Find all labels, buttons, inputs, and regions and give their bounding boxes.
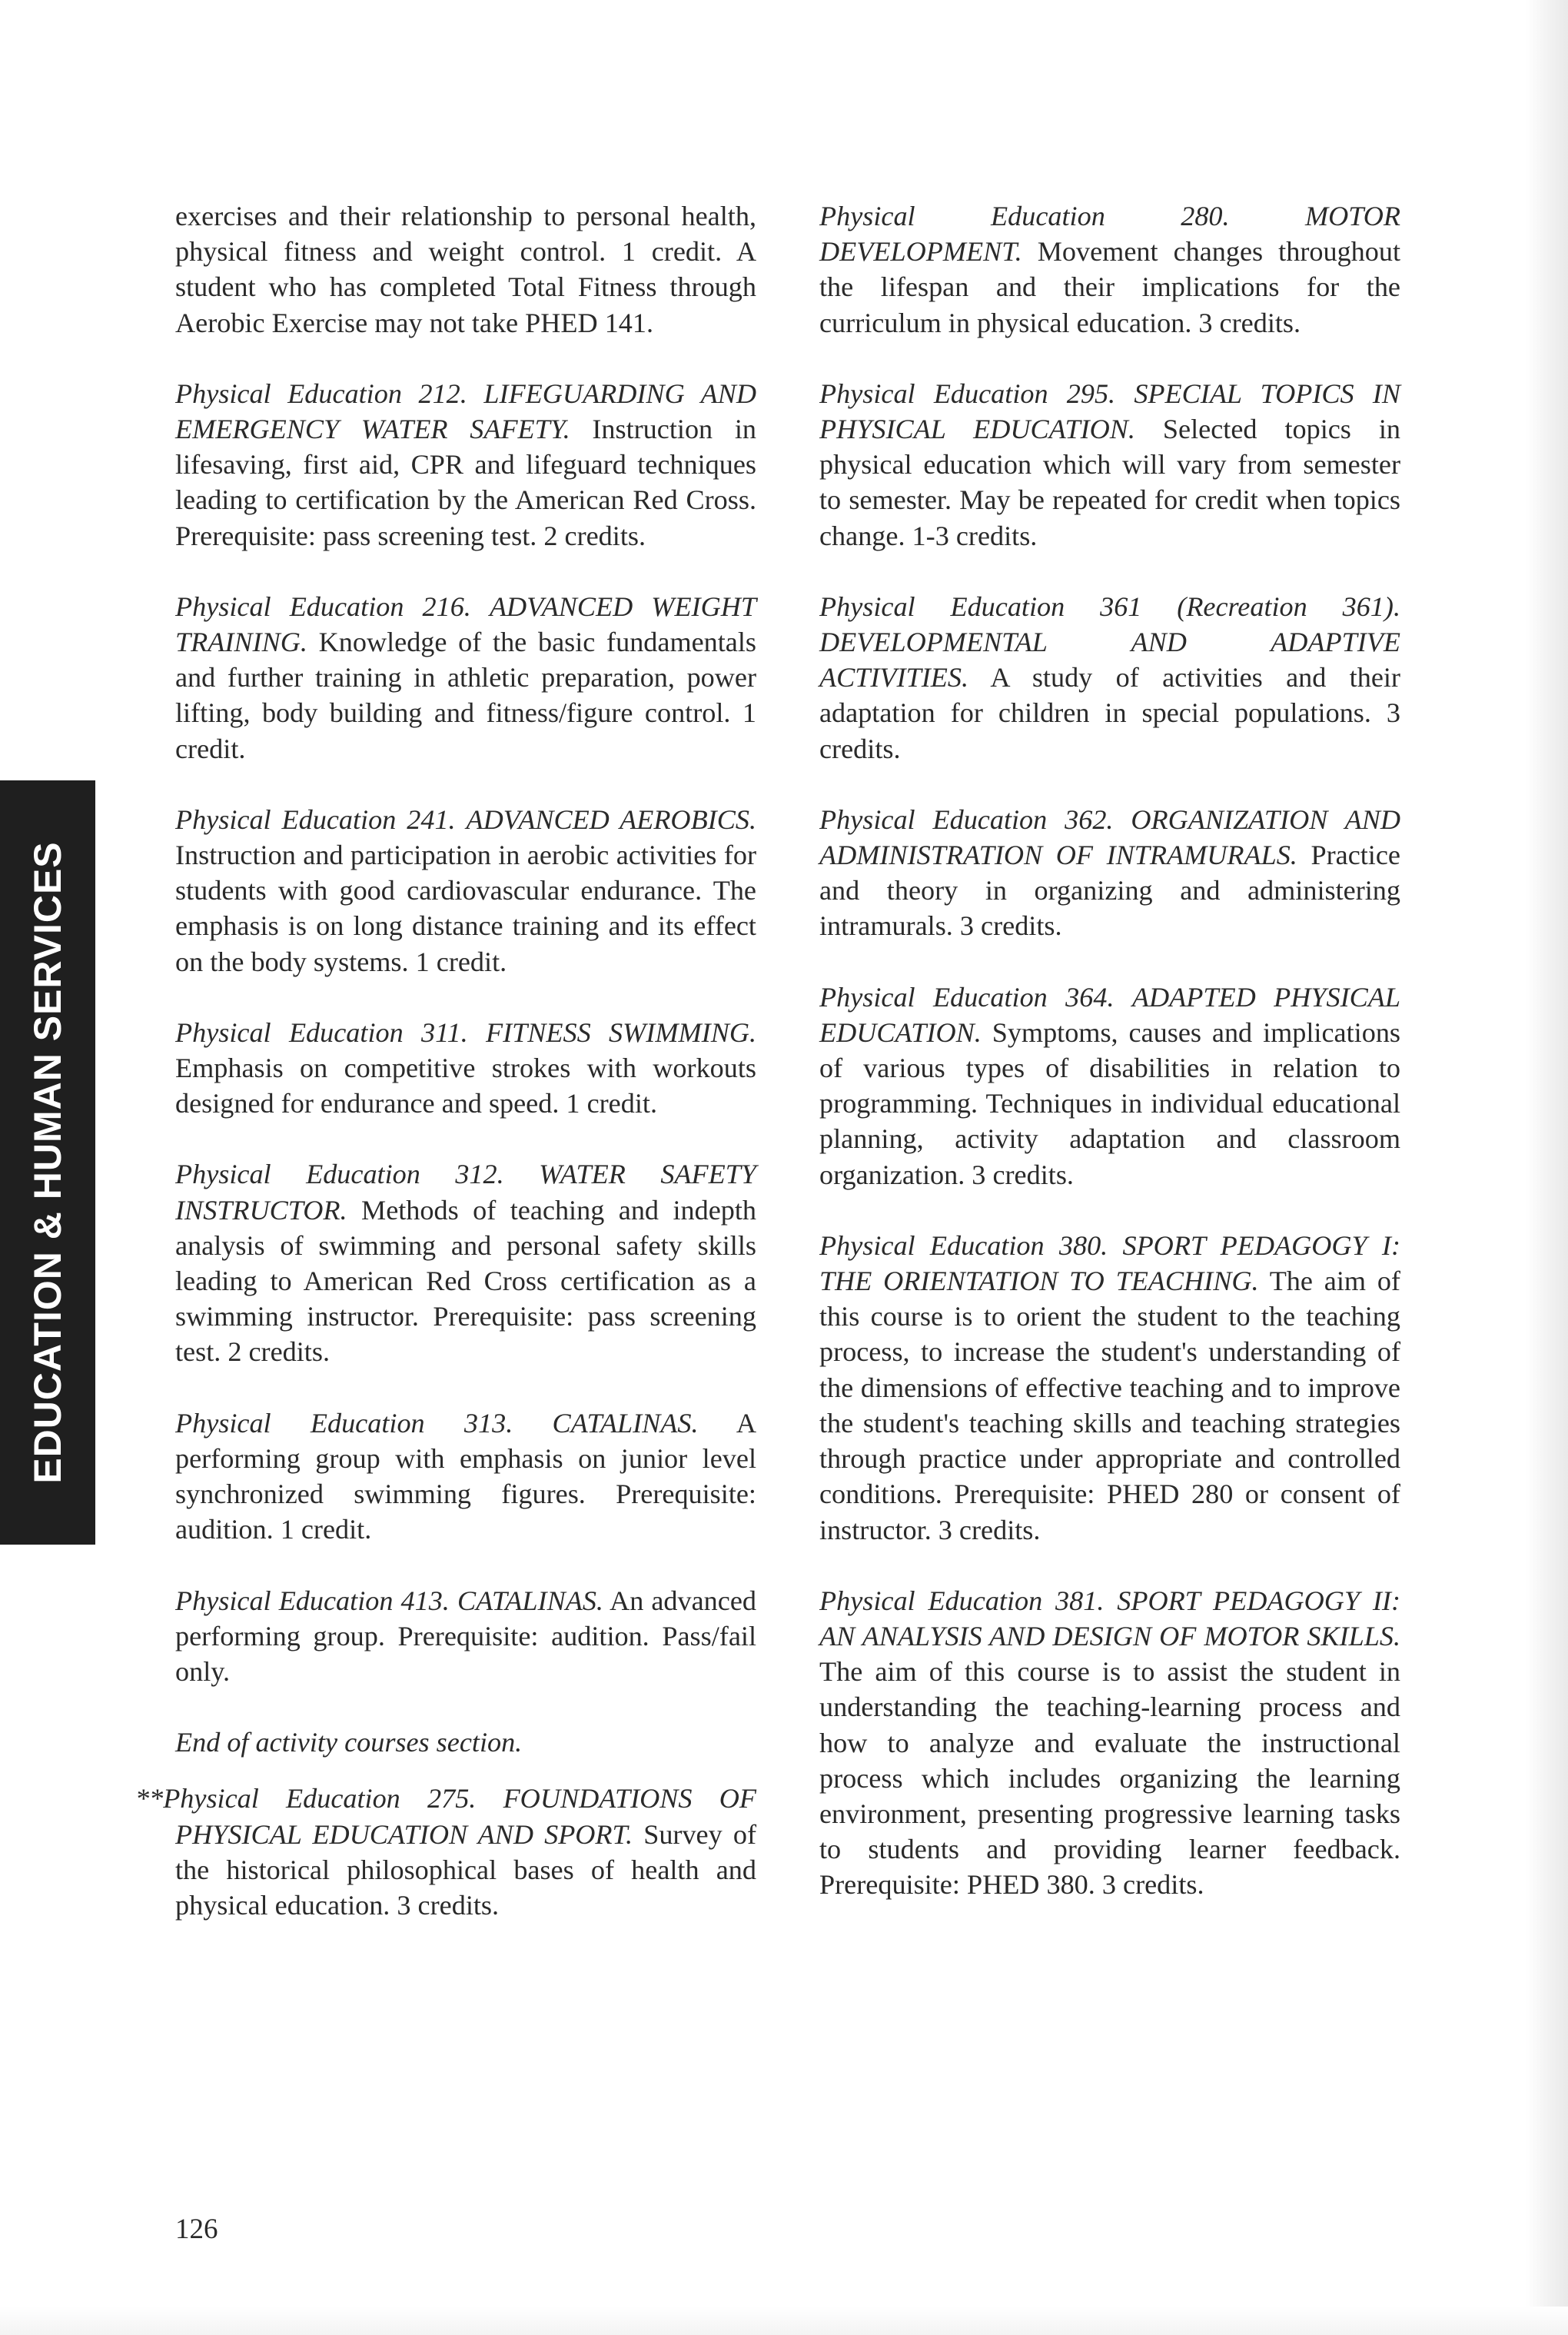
course-entry-phed-313 [175, 1405, 756, 1548]
course-entry-phed-413 [175, 1583, 756, 1690]
course-title: ADVANCED WEIGHT TRAINING. [175, 590, 757, 658]
course-number: Physical Education 380. [819, 1229, 1108, 1261]
required-course-marker: ** [135, 1783, 164, 1814]
course-description: Survey of the historical philosophical bases of health and physical education. 3 credits. [175, 1818, 756, 1921]
course-description: Emphasis on competitive strokes with workouts designed for endurance and speed. 1 credit. [175, 1053, 756, 1119]
course-number: Physical Education 364. [819, 981, 1115, 1013]
course-title: SPECIAL TOPICS IN PHYSICAL EDUCATION. [819, 378, 1400, 445]
course-title: ADVANCED AEROBICS. [466, 803, 756, 835]
section-end-note: End of activity courses section. [175, 1727, 523, 1758]
course-number: Physical Education 280. [819, 201, 1230, 231]
course-description: Selected topics in physical education which will vary from semester to semester. May be repeated for credit when topics change. 1-3 credits. [819, 414, 1400, 551]
course-description: Movement changes throughout the lifespan and their implications for the curriculum in physical education. 3 credits. [819, 236, 1401, 338]
course-entry-phed-362 [819, 802, 1400, 944]
side-tab-label: EDUCATION & HUMAN SERVICES [26, 841, 69, 1484]
course-entry-phed-212 [175, 376, 756, 554]
course-description: The aim of this course is to assist the student in understanding the teaching-learning process and how to analyze and evaluate the instructional process which includes organizing the learning environment, presenting progressive learning tasks to students and providing learner feedback. Prerequisite: PHED 380. 3 credits. [819, 1656, 1400, 1901]
course-title: ADAPTED PHYSICAL EDUCATION. [819, 981, 1400, 1048]
course-number: Physical Education 312. [175, 1159, 504, 1190]
course-title: ORGANIZATION AND ADMINISTRATION OF INTRAMURALS. [819, 803, 1400, 871]
course-title: CATALINAS. [552, 1407, 699, 1439]
course-entry-phed-380 [819, 1228, 1400, 1548]
course-entry-phed-275 [135, 1781, 756, 1923]
course-description: Practice and theory in organizing and administering intramurals. 3 credits. [819, 840, 1400, 942]
course-description: A study of activities and their adaptation for children in special populations. 3 credits. [819, 662, 1400, 764]
course-title: FITNESS SWIMMING. [486, 1016, 757, 1048]
course-title: LIFEGUARDING AND EMERGENCY WATER SAFETY. [175, 378, 756, 445]
course-entry-phed-312 [175, 1156, 756, 1369]
course-entry-phed-361 [819, 589, 1400, 767]
course-description: A performing group with emphasis on junior level synchronized swimming figures. Prerequisite: audition. 1 credit. [175, 1407, 756, 1545]
course-description: Symptoms, causes and implications of various types of disabilities in relation to programming. Techniques in individual educational planning, activity adaptation and classroom organization. 3 credits. [819, 1016, 1400, 1190]
page-bottom-shadow [0, 2307, 1568, 2335]
course-number: Physical Education 241. [175, 803, 456, 835]
course-description: Methods of teaching and indepth analysis of swimming and personal safety skills leading to American Red Cross certification as a swimming instructor. Prerequisite: pass screening test. 2 credits. [175, 1194, 757, 1368]
course-number: Physical Education 381. [819, 1585, 1105, 1616]
course-description: The aim of this course is to orient the student to the teaching process, to increase the student's understanding of the dimensions of effective teaching and to improve the student's teaching skills and teaching strategies through practice under appropriate and controlled conditions. Prerequisite: PHED 280 or consent of instructor. 3 credits. [819, 1266, 1400, 1545]
course-entry-phed-241 [175, 802, 756, 980]
left-column [135, 198, 757, 1958]
course-number: Physical Education 311. [175, 1016, 468, 1048]
course-number: Physical Education 313. [175, 1407, 513, 1439]
course-number: Physical Education 212. [175, 378, 467, 409]
page-number: 126 [175, 2214, 218, 2245]
course-number: Physical Education 361 (Recreation 361). [819, 590, 1400, 622]
course-entry-phed-295 [819, 376, 1400, 554]
course-entry-phed-216 [175, 589, 756, 767]
course-title: CATALINAS. [457, 1585, 603, 1616]
page-edge-shadow [1526, 0, 1568, 2335]
course-title: DEVELOPMENTAL AND ADAPTIVE ACTIVITIES. [819, 627, 1400, 694]
course-title: SPORT PEDAGOGY I: THE ORIENTATION TO TEACHING. [819, 1229, 1400, 1297]
course-title: SPORT PEDAGOGY II: AN ANALYSIS AND DESIGN OF MOTOR SKILLS. [819, 1585, 1400, 1651]
continued-course-text: exercises and their relationship to personal health, physical fitness and weight control. 1 credit. A student who has completed Total Fitness through Aerobic Exercise may not take PHED 141. [175, 201, 756, 338]
course-number: Physical Education 413. [175, 1585, 450, 1616]
course-number: Physical Education 295. [819, 378, 1116, 409]
course-description: Instruction in lifesaving, first aid, CPR and lifeguard techniques leading to certification by the American Red Cross. Prerequisite: pass screening test. 2 credits. [175, 414, 756, 551]
course-entry-phed-311 [175, 1015, 756, 1122]
course-number: Physical Education 362. [819, 803, 1114, 835]
course-title: WATER SAFETY INSTRUCTOR. [175, 1159, 756, 1226]
course-description: An advanced performing group. Prerequisite: audition. Pass/fail only. [175, 1585, 756, 1687]
course-entry-phed-381 [819, 1583, 1400, 1903]
course-number: Physical Education 275. [163, 1783, 477, 1814]
course-title: MOTOR DEVELOPMENT. [819, 201, 1400, 268]
right-column [819, 198, 1400, 1938]
course-title: FOUNDATIONS OF PHYSICAL EDUCATION AND SPORT. [175, 1783, 756, 1850]
course-number: Physical Education 216. [175, 590, 471, 622]
course-entry-phed-280 [819, 198, 1400, 341]
course-entry-phed-364 [819, 980, 1400, 1192]
course-description: Instruction and participation in aerobic activities for students with good cardiovascular endurance. The emphasis is on long distance training and its effect on the body systems. 1 credit. [175, 840, 756, 977]
course-description: Knowledge of the basic fundamentals and further training in athletic preparation, power lifting, body building and fitness/figure control. 1 credit. [175, 627, 757, 764]
